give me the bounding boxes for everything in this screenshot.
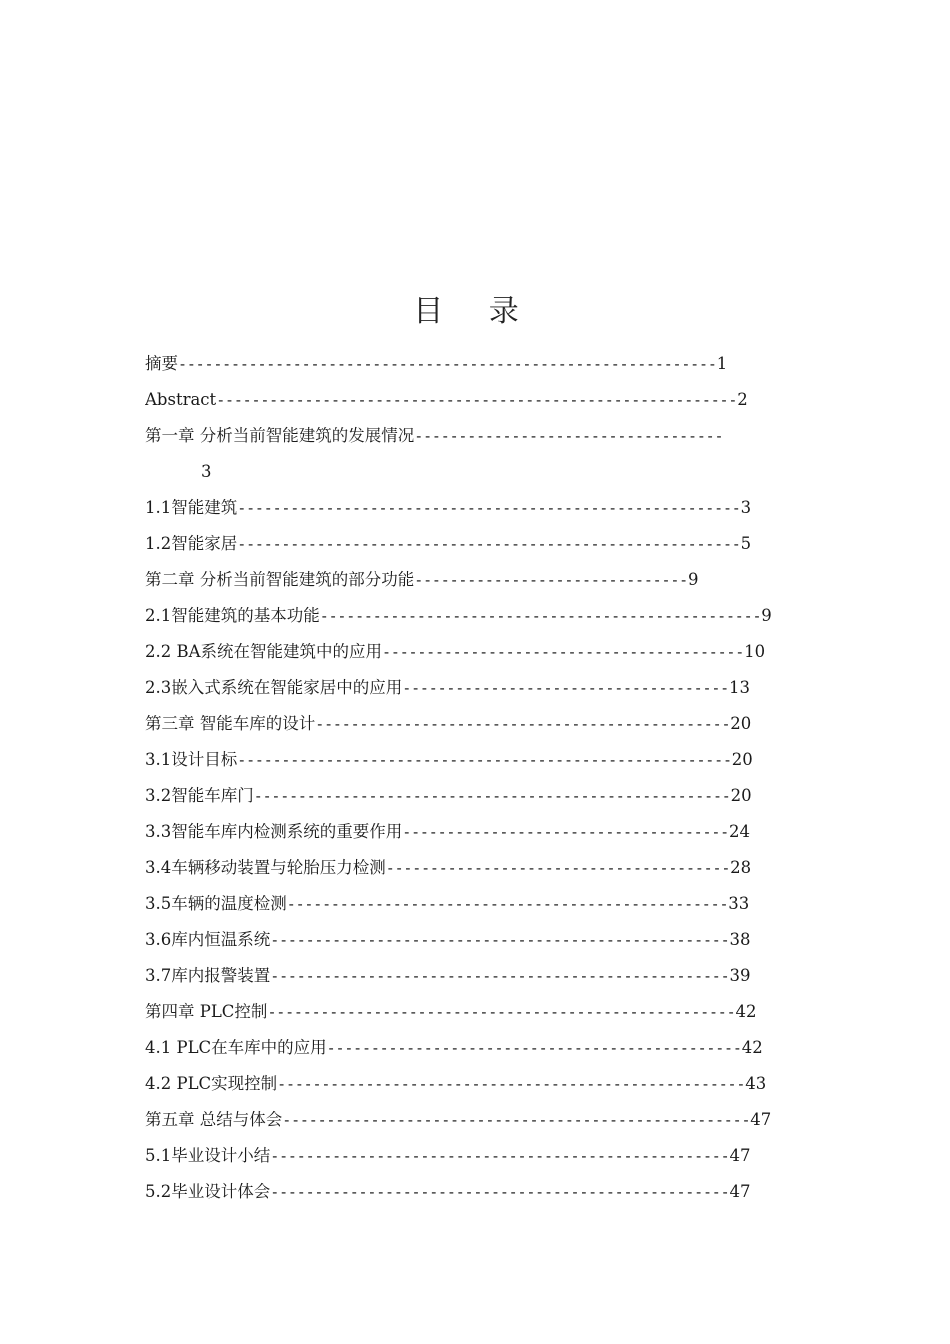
- toc-entry-label: 3.7库内报警装置: [145, 966, 271, 985]
- toc-entry-label: 4.1 PLC在车库中的应用: [145, 1038, 327, 1057]
- toc-entry-page-continued: [145, 454, 825, 490]
- toc-entry-page: 38: [729, 930, 751, 949]
- toc-leader-dashes: ----------------------------------------------------: [270, 967, 730, 985]
- toc-entry-page: 2: [737, 390, 748, 409]
- toc-entry-label: 1.1智能建筑: [145, 498, 238, 517]
- toc-entry[interactable]: [145, 490, 825, 526]
- toc-entry[interactable]: [145, 886, 825, 922]
- toc-entry-page: 3: [201, 462, 212, 481]
- toc-entry[interactable]: [145, 418, 825, 454]
- toc-leader-dashes: ----------------------------------------------------: [270, 1183, 730, 1201]
- toc-entry-label: 2.3嵌入式系统在智能家居中的应用: [145, 678, 403, 697]
- toc-entry-label: 5.2毕业设计体会: [145, 1182, 271, 1201]
- toc-entry-page: 47: [729, 1146, 751, 1165]
- toc-entry[interactable]: [145, 598, 825, 634]
- toc-entry-label: 5.1毕业设计小结: [145, 1146, 271, 1165]
- toc-entry-page: 9: [688, 570, 699, 589]
- toc-entry-page: 43: [745, 1074, 767, 1093]
- toc-leader-dashes: -------------------------------: [414, 571, 689, 589]
- toc-entry-page: 20: [730, 786, 752, 805]
- toc-entry-page: 42: [735, 1002, 757, 1021]
- toc-entry-label: 第四章 PLC控制: [145, 1002, 268, 1021]
- toc-entry-page: 3: [740, 498, 752, 517]
- toc-entry-label: 2.2 BA系统在智能建筑中的应用: [145, 642, 383, 661]
- toc-entry-label: 2.1智能建筑的基本功能: [145, 606, 320, 625]
- toc-leader-dashes: -------------------------------------: [402, 823, 729, 841]
- toc-entry[interactable]: [145, 814, 825, 850]
- toc-entry-label: 第一章 分析当前智能建筑的发展情况: [145, 426, 415, 445]
- toc-entry[interactable]: [145, 382, 825, 418]
- toc-entry[interactable]: [145, 778, 825, 814]
- toc-entry-page: 33: [728, 894, 750, 913]
- toc-entry-label: 第二章 分析当前智能建筑的部分功能: [145, 570, 415, 589]
- toc-entry-page: 13: [729, 678, 750, 697]
- toc-entry-page: 20: [731, 750, 753, 769]
- toc-entry-page: 39: [729, 966, 751, 985]
- toc-leader-dashes: ------------------------------------------------------: [253, 787, 731, 805]
- toc-leader-dashes: --------------------------------------------------: [286, 895, 729, 913]
- toc-entry[interactable]: [145, 1066, 825, 1102]
- toc-leader-dashes: ----------------------------------------------------: [270, 931, 730, 949]
- toc-entry-label: 3.2智能车库门: [145, 786, 254, 805]
- toc-entry[interactable]: [145, 670, 825, 706]
- toc-entry-page: 42: [741, 1038, 763, 1057]
- toc-leader-dashes: -----------------------------------------------------: [267, 1003, 736, 1021]
- toc-entry-page: 5: [740, 534, 752, 553]
- toc-entry-page: 47: [729, 1182, 751, 1201]
- toc-entry-page: 10: [744, 642, 766, 661]
- toc-entry[interactable]: [145, 526, 825, 562]
- toc-entry[interactable]: [145, 1138, 825, 1174]
- toc-leader-dashes: ----------------------------------------------------: [270, 1147, 730, 1165]
- toc-leader-dashes: -----------------------------------------------: [315, 715, 731, 733]
- toc-leader-dashes: ---------------------------------------------------------: [237, 499, 741, 517]
- toc-entry[interactable]: [145, 1174, 825, 1210]
- toc-leader-dashes: -------------------------------------: [402, 679, 729, 697]
- toc-leader-dashes: -----------------------------------------------------: [277, 1075, 746, 1093]
- toc-entry-page: 9: [761, 606, 772, 625]
- toc-entry[interactable]: [145, 634, 825, 670]
- toc-entry[interactable]: [145, 346, 825, 382]
- toc-entry[interactable]: [145, 850, 825, 886]
- toc-entry-label: 3.1设计目标: [145, 750, 238, 769]
- toc-leader-dashes: -----------------------------------------------------------: [216, 391, 738, 409]
- toc-entry[interactable]: [145, 994, 825, 1030]
- toc-entry[interactable]: [145, 1102, 825, 1138]
- toc-entry-page: 1: [716, 354, 728, 373]
- toc-title: 目 录: [413, 294, 537, 329]
- toc-entry-label: 第三章 智能车库的设计: [145, 714, 316, 733]
- toc-entry-page: 28: [730, 858, 752, 877]
- toc-entry[interactable]: [145, 1030, 825, 1066]
- toc-leader-dashes: --------------------------------------------------: [319, 607, 762, 625]
- toc-entry-page: 47: [750, 1110, 772, 1129]
- toc-entry[interactable]: [145, 742, 825, 778]
- toc-entry-label: 1.2智能家居: [145, 534, 238, 553]
- toc-entry-label: 3.4车辆移动装置与轮胎压力检测: [145, 858, 386, 877]
- toc-entry-label: 4.2 PLC实现控制: [145, 1074, 278, 1093]
- toc-entry-label: 3.3智能车库内检测系统的重要作用: [145, 822, 403, 841]
- table-of-contents: [145, 346, 825, 1210]
- toc-leader-dashes: ---------------------------------------: [385, 859, 731, 877]
- toc-leader-dashes: ---------------------------------------------------------: [237, 535, 741, 553]
- toc-entry[interactable]: [145, 922, 825, 958]
- toc-leader-dashes: -----------------------------------------: [382, 643, 745, 661]
- toc-leader-dashes: -----------------------------------------------------: [282, 1111, 751, 1129]
- toc-entry-page: 20: [730, 714, 752, 733]
- toc-leader-dashes: --------------------------------------------------------: [237, 751, 732, 769]
- toc-leader-dashes: -----------------------------------------------: [326, 1039, 742, 1057]
- toc-entry-page: 24: [729, 822, 750, 841]
- toc-leader-dashes: -------------------------------------------------------------: [178, 355, 717, 373]
- toc-entry-label: 3.6库内恒温系统: [145, 930, 271, 949]
- toc-entry[interactable]: [145, 562, 825, 598]
- toc-entry-label: Abstract: [145, 390, 217, 409]
- toc-entry[interactable]: [145, 706, 825, 742]
- toc-entry-label: 3.5车辆的温度检测: [145, 894, 287, 913]
- toc-entry[interactable]: [145, 958, 825, 994]
- toc-leader-dashes: -----------------------------------: [414, 427, 724, 445]
- toc-entry-label: 第五章 总结与体会: [145, 1110, 283, 1129]
- toc-entry-label: 摘要: [145, 354, 178, 373]
